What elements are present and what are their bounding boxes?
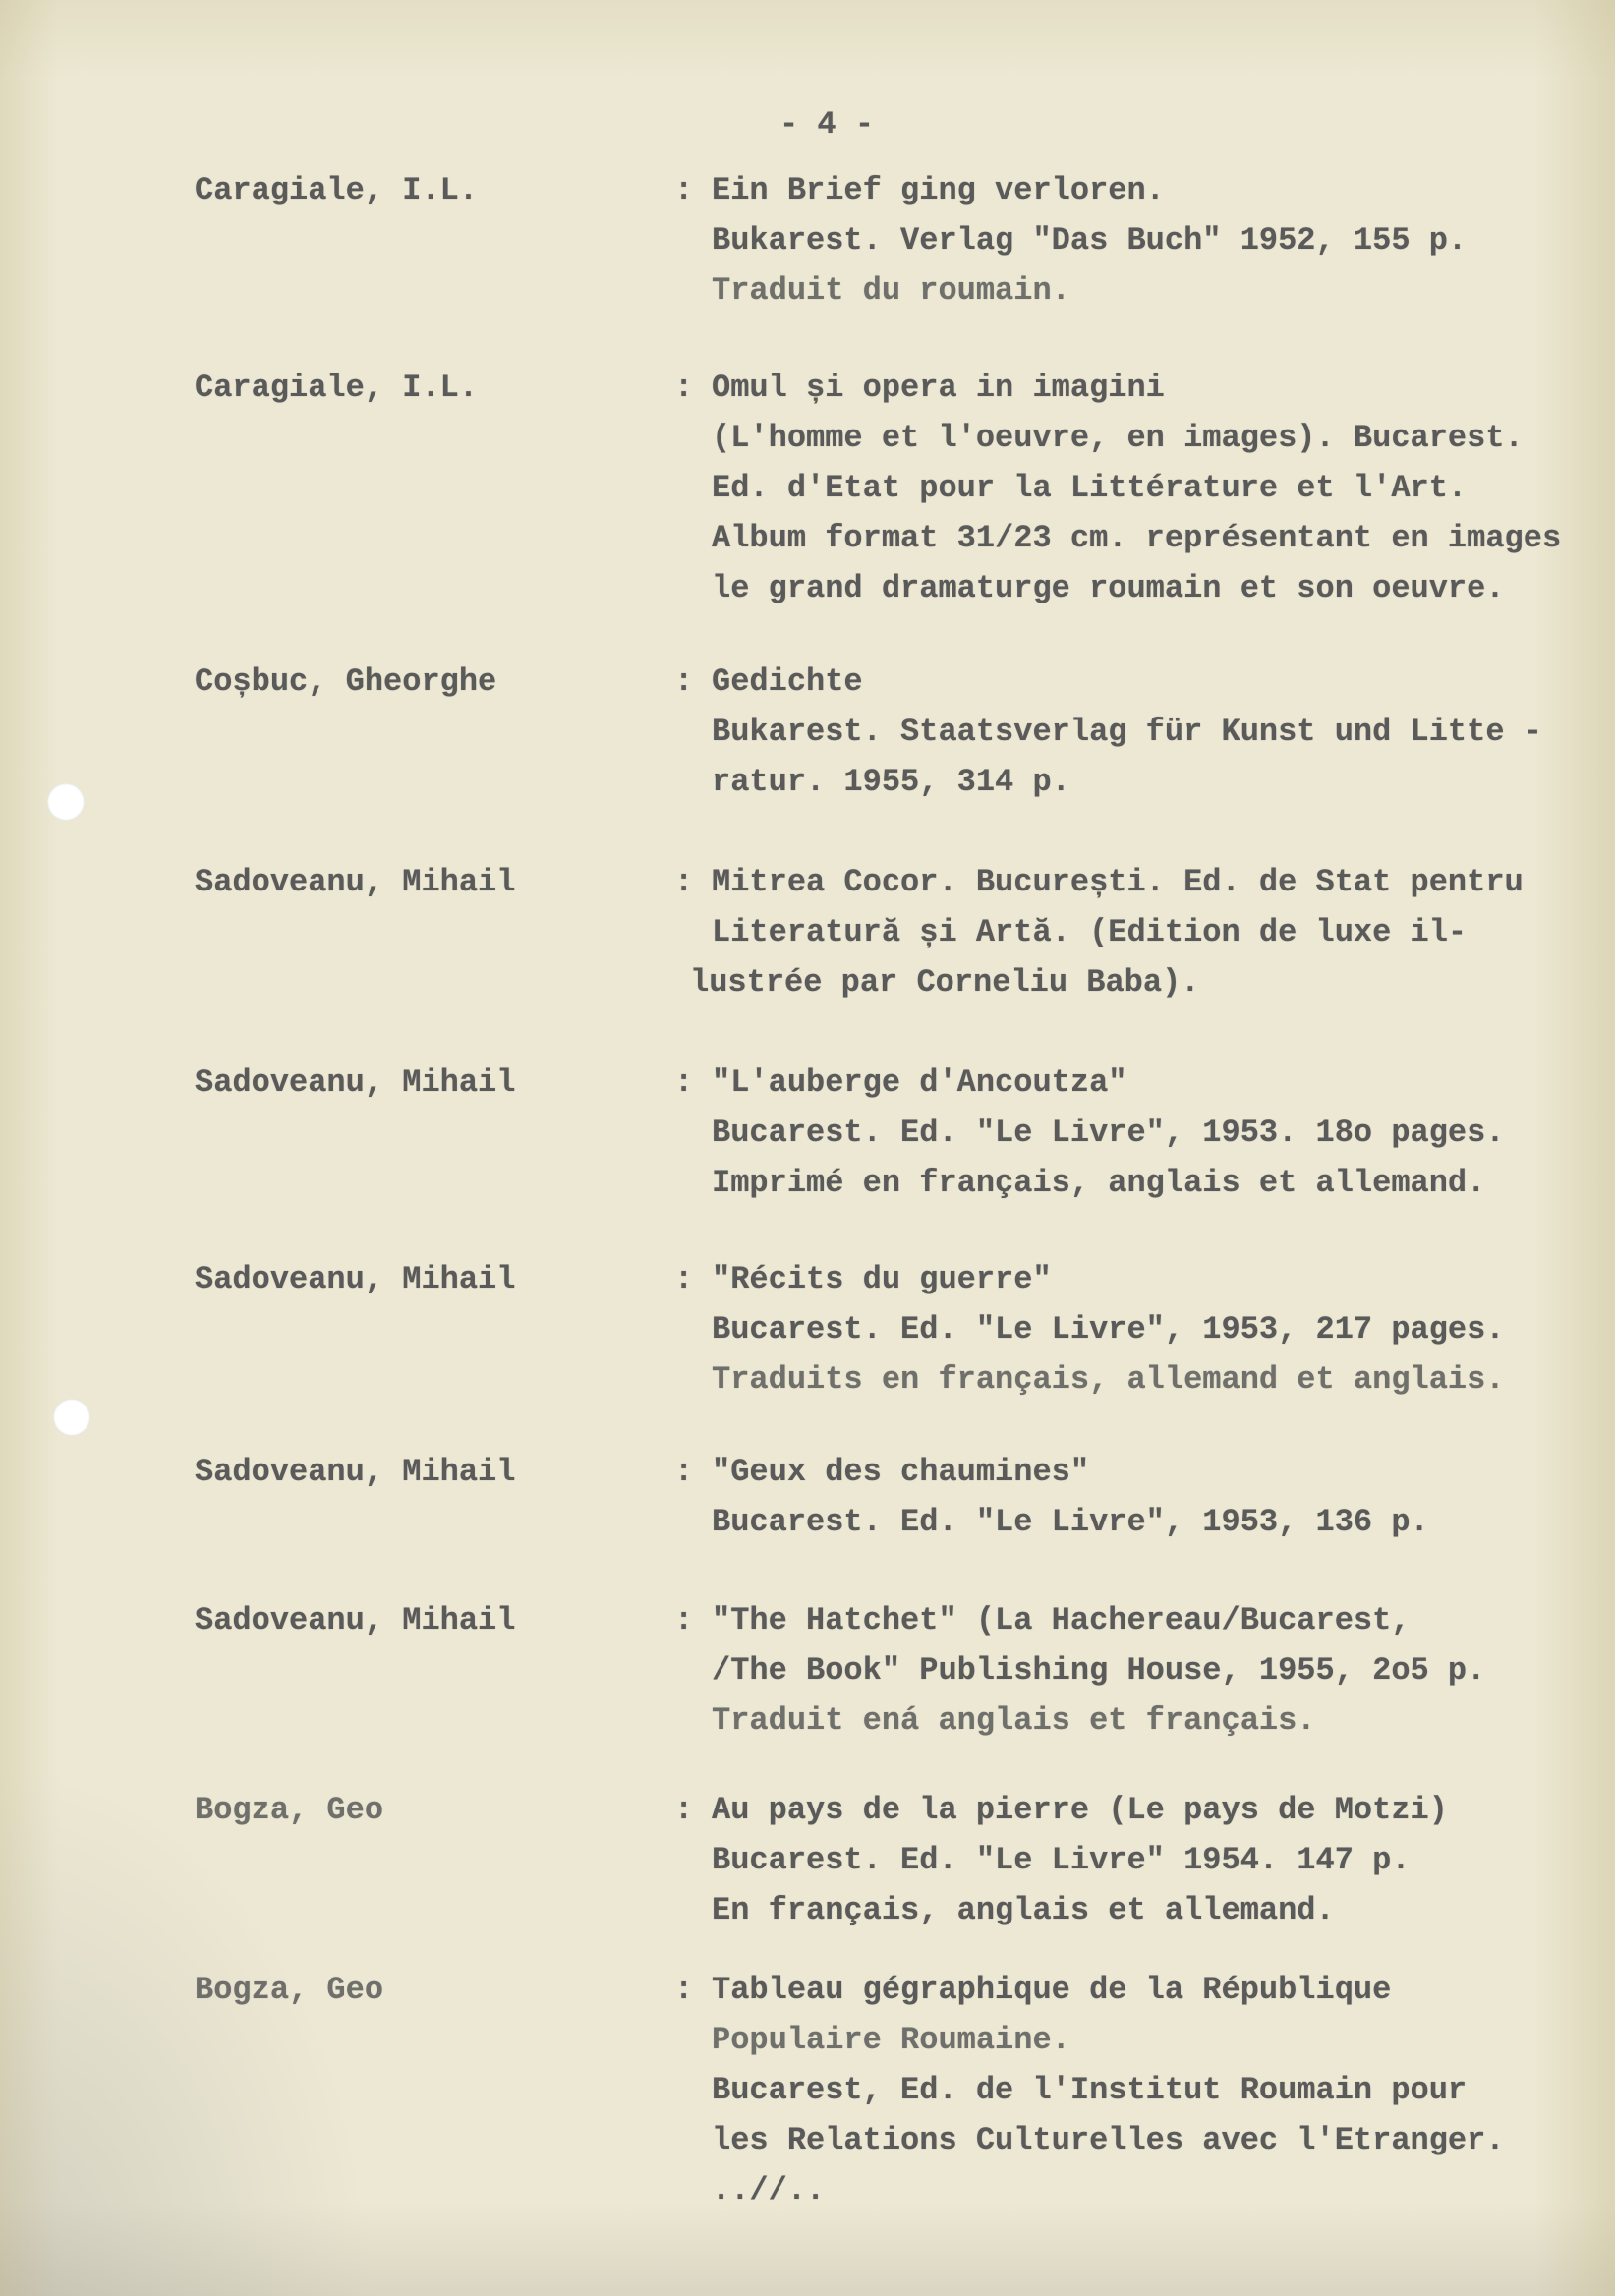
entry-line: lustrée par Corneliu Baba). <box>690 964 1200 1001</box>
entry-line: Bucarest. Ed. "Le Livre", 1953. 18o pages. <box>712 1115 1505 1151</box>
entry-line: Traduit ená anglais et français. <box>712 1702 1316 1739</box>
entry-author: Caragiale, I.L. <box>195 370 479 406</box>
entry-author: Sadoveanu, Mihail <box>195 864 516 900</box>
entry-author: Sadoveanu, Mihail <box>195 1602 516 1638</box>
entry-author: Sadoveanu, Mihail <box>195 1261 516 1297</box>
entry-line: Ein Brief ging verloren. <box>712 172 1165 208</box>
entry-description <box>712 657 1596 807</box>
entry-author: Bogza, Geo <box>195 1972 384 2008</box>
entry-description <box>712 165 1596 316</box>
entry-description <box>712 1785 1596 1935</box>
entry-description <box>690 857 1596 1007</box>
entry-description <box>712 1965 1596 2215</box>
page-number: - 4 - <box>779 106 875 143</box>
entry-author: Sadoveanu, Mihail <box>195 1454 516 1490</box>
entry-line: Bucarest. Ed. "Le Livre", 1953, 136 p. <box>712 1504 1429 1540</box>
entry-line: Ed. d'Etat pour la Littérature et l'Art. <box>712 470 1468 506</box>
entry-separator: : <box>674 172 694 208</box>
entry-line: Bukarest. Staatsverlag für Kunst und Litte - <box>712 714 1542 750</box>
entry-author: Bogza, Geo <box>195 1792 384 1828</box>
entry-line: Literatură și Artă. (Edition de luxe il- <box>712 914 1468 950</box>
entry-line: Mitrea Cocor. București. Ed. de Stat pentru <box>712 864 1524 900</box>
entry-separator: : <box>674 1602 694 1638</box>
entry-line: (L'homme et l'oeuvre, en images). Bucarest. <box>712 420 1524 456</box>
entry-line: Bucarest, Ed. de l'Institut Roumain pour <box>712 2072 1468 2108</box>
entry-author: Coșbuc, Gheorghe <box>195 663 497 700</box>
entry-line: Imprimé en français, anglais et allemand. <box>712 1165 1486 1201</box>
entry-line: Traduits en français, allemand et anglais. <box>712 1361 1505 1398</box>
punch-hole-upper <box>47 783 85 821</box>
entry-separator: : <box>674 370 694 406</box>
entry-line: Bucarest. Ed. "Le Livre" 1954. 147 p. <box>712 1842 1411 1878</box>
entry-line: le grand dramaturge roumain et son oeuvre. <box>712 570 1505 606</box>
entry-separator: : <box>674 1792 694 1828</box>
entry-line: les Relations Culturelles avec l'Etranger. <box>712 2122 1505 2158</box>
entry-line: Populaire Roumaine. <box>712 2022 1070 2058</box>
entry-line: Traduit du roumain. <box>712 272 1070 309</box>
entry-line: Au pays de la pierre (Le pays de Motzi) <box>712 1792 1448 1828</box>
entry-author: Caragiale, I.L. <box>195 172 479 208</box>
entry-line: Bukarest. Verlag "Das Buch" 1952, 155 p. <box>712 222 1468 258</box>
continuation-mark: ..//.. <box>712 2172 826 2209</box>
entry-separator: : <box>674 1972 694 2008</box>
entry-line: Album format 31/23 cm. représentant en images <box>712 520 1562 556</box>
entry-line: Omul și opera in imagini <box>712 370 1165 406</box>
punch-hole-lower <box>53 1399 90 1436</box>
entry-description <box>712 363 1596 613</box>
entry-line: Gedichte <box>712 663 863 700</box>
entry-separator: : <box>674 864 694 900</box>
entry-description <box>712 1058 1596 1208</box>
entry-line: "Geux des chaumines" <box>712 1454 1090 1490</box>
entry-line: Bucarest. Ed. "Le Livre", 1953, 217 pages. <box>712 1311 1505 1348</box>
entry-line: En français, anglais et allemand. <box>712 1892 1335 1928</box>
entry-line: "The Hatchet" (La Hachereau/Bucarest, <box>712 1602 1411 1638</box>
entry-line: /The Book" Publishing House, 1955, 2o5 p. <box>712 1652 1486 1689</box>
entry-author: Sadoveanu, Mihail <box>195 1064 516 1101</box>
entry-description <box>712 1447 1596 1547</box>
entry-description <box>712 1595 1596 1746</box>
entry-description <box>712 1254 1596 1405</box>
entry-separator: : <box>674 1261 694 1297</box>
entry-separator: : <box>674 1064 694 1101</box>
entry-separator: : <box>674 1454 694 1490</box>
entry-line: ratur. 1955, 314 p. <box>712 764 1070 800</box>
entry-line: Tableau gégraphique de la République <box>712 1972 1392 2008</box>
entry-separator: : <box>674 663 694 700</box>
entry-line: "Récits du guerre" <box>712 1261 1052 1297</box>
entry-line: "L'auberge d'Ancoutza" <box>712 1064 1127 1101</box>
